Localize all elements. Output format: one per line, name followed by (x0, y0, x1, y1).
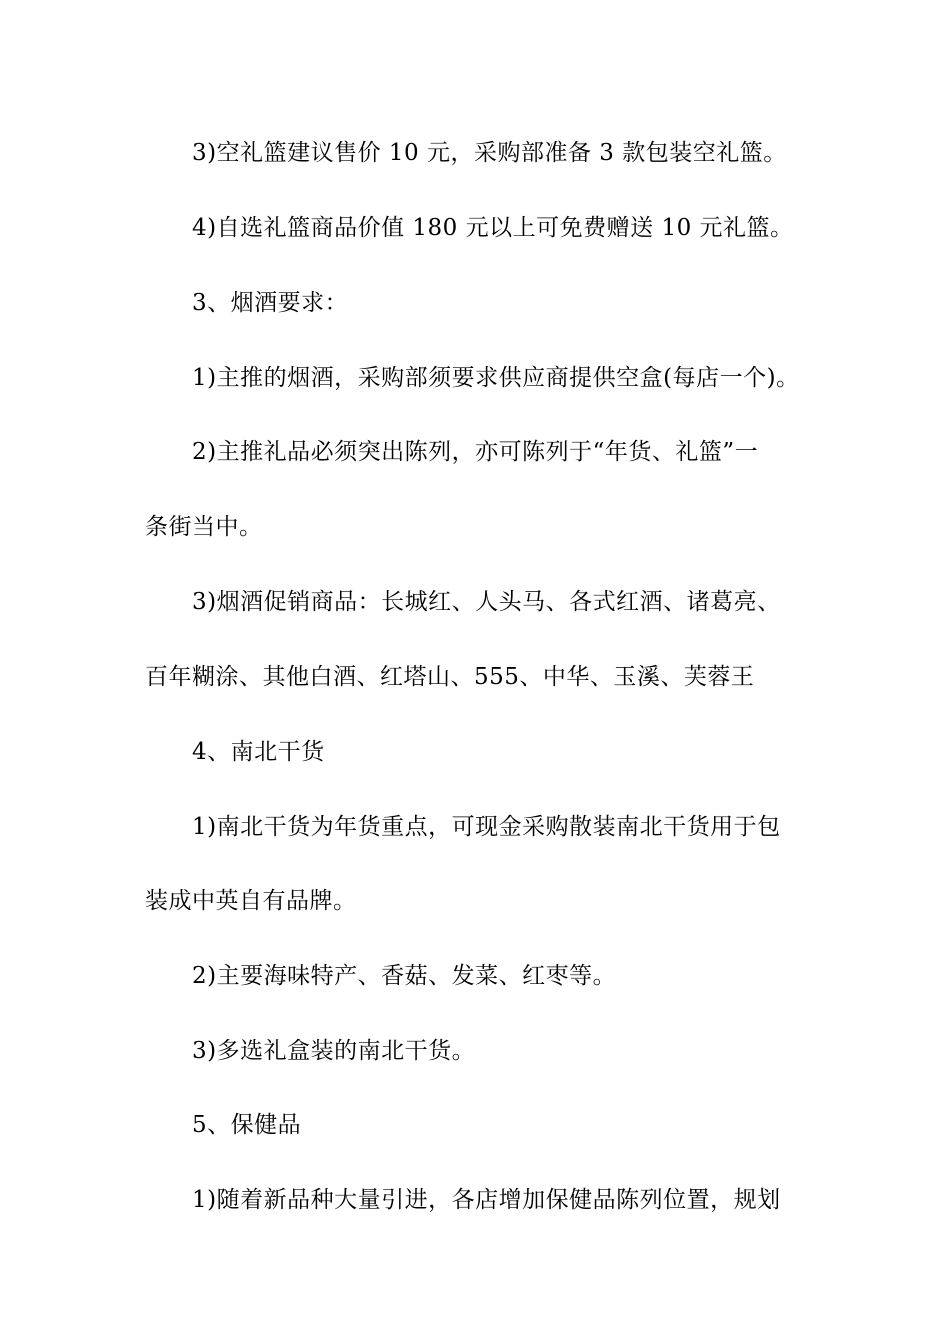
section-heading: 3、烟酒要求： (192, 290, 349, 316)
paragraph-line-continuation: 条街当中。 (145, 514, 263, 540)
paragraph-line: 4)自选礼篮商品价值 180 元以上可免费赠送 10 元礼篮。 (192, 215, 794, 241)
section-heading: 5、保健品 (192, 1112, 302, 1138)
paragraph-line: 1)南北干货为年货重点，可现金采购散装南北干货用于包 (192, 814, 781, 840)
section-heading: 4、南北干货 (192, 739, 325, 765)
paragraph-line: 3)烟酒促销商品：长城红、人头马、各式红酒、诸葛亮、 (192, 589, 781, 615)
paragraph-line: 2)主推礼品必须突出陈列，亦可陈列于“年货、礼篮”一 (192, 439, 759, 465)
paragraph-line: 1)随着新品种大量引进，各店增加保健品陈列位置，规划 (192, 1187, 781, 1213)
paragraph-line: 1)主推的烟酒，采购部须要求供应商提供空盒(每店一个)。 (192, 365, 800, 391)
paragraph-line: 3)空礼篮建议售价 10 元，采购部准备 3 款包装空礼篮。 (192, 140, 787, 166)
paragraph-line: 2)主要海味特产、香菇、发菜、红枣等。 (192, 963, 617, 989)
paragraph-line: 3)多选礼盒装的南北干货。 (192, 1038, 476, 1064)
paragraph-line-continuation: 装成中英自有品牌。 (145, 888, 357, 914)
paragraph-line-continuation: 百年糊涂、其他白酒、红塔山、555、中华、玉溪、芙蓉王 (145, 664, 755, 690)
